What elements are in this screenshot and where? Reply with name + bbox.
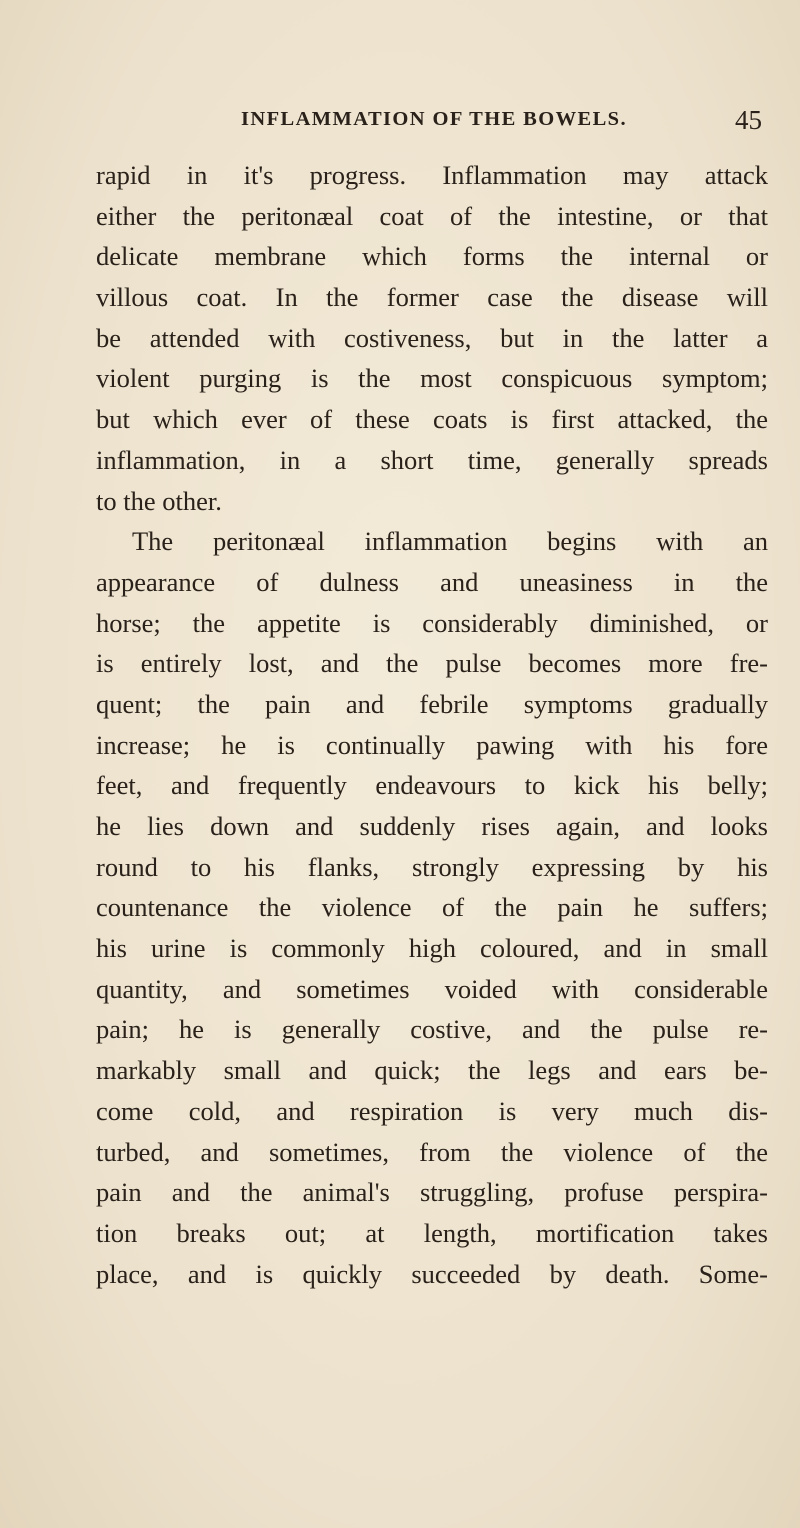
text-line: inflammation, in a short time, generally spreads [96,444,768,475]
text-line: place, and is quickly succeeded by death. Some- [96,1258,768,1289]
text-line: he lies down and suddenly rises again, and looks [96,811,768,841]
text-line: countenance the violence of the pain he suffers; [96,892,768,923]
text-line: tion breaks out; at length, mortification takes [96,1217,768,1248]
text-line: pain; he is generally costive, and the pulse re- [96,1014,768,1045]
text-line: his urine is commonly high coloured, and in small [96,933,768,964]
text-line: violent purging is the most conspicuous symptom; [96,363,768,394]
text-line: quantity, and sometimes voided with considerable [96,973,768,1004]
running-head: INFLAMMATION OF THE BOWELS. [241,108,627,130]
text-line: either the peritonæal coat of the intestine, or that [96,200,768,231]
text-line: come cold, and respiration is very much dis- [96,1095,768,1126]
text-line: to the other. [96,485,222,516]
text-line: pain and the animal's struggling, profuse perspira- [96,1177,768,1208]
text-line: but which ever of these coats is first attacked, the [96,404,768,435]
body-text [96,155,768,1294]
text-line: markably small and quick; the legs and ears be- [96,1055,768,1086]
text-line: increase; he is continually pawing with his fore [96,729,768,760]
text-line: turbed, and sometimes, from the violence of the [96,1136,768,1167]
text-line: feet, and frequently endeavours to kick his belly; [96,770,768,801]
text-line: round to his flanks, strongly expressing by his [96,851,768,882]
text-line: be attended with costiveness, but in the latter a [96,322,768,353]
text-line: rapid in it's progress. Inflammation may attack [96,160,768,190]
text-line: horse; the appetite is considerably diminished, or [96,607,768,638]
text-line: quent; the pain and febrile symptoms gradually [96,688,768,719]
text-line: delicate membrane which forms the internal or [96,241,768,272]
page-header [100,105,768,148]
text-line: appearance of dulness and uneasiness in the [96,566,768,597]
text-line: villous coat. In the former case the disease will [96,282,768,313]
page-number: 45 [735,105,762,135]
text-line: is entirely lost, and the pulse becomes more fre- [96,648,768,679]
text-line: The peritonæal inflammation begins with an [132,526,768,557]
